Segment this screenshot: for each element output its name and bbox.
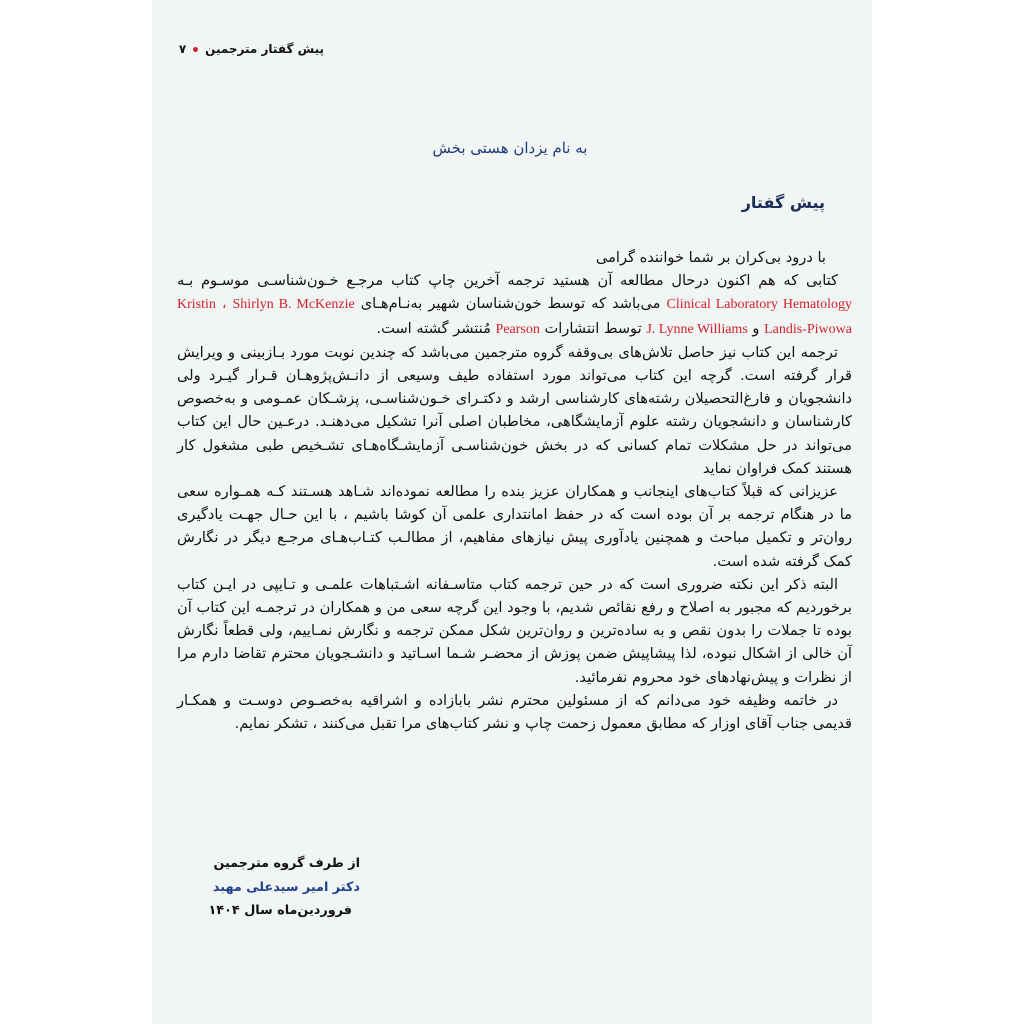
- running-header: [179, 42, 324, 56]
- paragraph-4: البته ذکر این نکته ضروری است که در حین ترجمه کتاب متاسـفانه اشـتباهات علمـی و تـایپی در ایـن کتاب برخوردیم که مجبور به اصلاح و رفع نقائص شدیم، با وجود این گرچه سعی من و همکاران در ترجمـه این کتاب آن بوده تا جملات را بدون نقص و به ساده‌ترین و روان‌ترین شکل ممکن ترجمه و نگارش نمـاییم، ولی قطعاً نگارش آن خالی از اشکال نبوده، لذا پیشاپیش ضمن پوزش از محضـر شـما اسـاتید و دانشـجویان محترم تقاضا دارم مرا از نظرات و پیش‌نهادهای خود محروم نفرمائید.: [177, 575, 852, 686]
- p1-text-c: توسط انتشارات: [544, 319, 642, 337]
- book-title: Clinical Laboratory Hematology: [666, 297, 853, 313]
- author-name-3: J. Lynne Williams: [646, 321, 748, 337]
- signature-date: فروردین‌ماه سال ۱۴۰۴: [208, 903, 352, 918]
- p1-text-a: کتابی که هم اکنون درحال مطالعه آن هستید ترجمه آخرین چاپ کتاب مرجـع خـون‌شناسـی موسـوم بـه: [177, 272, 838, 290]
- publisher-name: Pearson: [495, 321, 540, 337]
- p1-conjunction: و: [752, 319, 760, 337]
- author-separator: ،: [221, 297, 227, 313]
- paragraph-5: در خاتمه وظیفه خود می‌دانم که از مسئولین محترم نشر بابازاده و اشراقیه به‌خصـوص دوسـت و همکـار قدیمی جناب آقای اوزار که مطابق معمول زحمت چاپ و نشر کتاب‌های مرا تقبل می‌کنند ، تشکر نمایم.: [177, 691, 852, 733]
- paragraph-3: عزیزانی که قبلاً کتاب‌های اینجانب و همکاران عزیز بنده را مطالعه نموده‌اند شـاهد هسـتند کـه همـواره سعی ما در هنگام ترجمه بر آن بوده است که در حفظ امانتداری علمی آن کوشا باشیم ، با این حـال جهـت یادگیری روان‌تر و تکمیل مباحث و همچنین یادآوری پیش نیازهای مفاهیم، از مطالـب کتـاب‌هـای مرجـع دیگر در نگارش کمک گرفته شده است.: [177, 483, 852, 570]
- dedication-line: به نام یزدان هستی بخش: [432, 139, 588, 157]
- greeting-paragraph: با درود بی‌کران بر شما خواننده گرامی: [595, 249, 826, 266]
- document-page: [152, 0, 872, 1024]
- header-separator-dot: [193, 47, 198, 52]
- paragraph-2: ترجمه این کتاب نیز حاصل تلاش‌های بی‌وقفه گروه مترجمین می‌باشد که چندین نوبت مورد بـازبینی و ویرایش قرار گرفته است. گرچه این کتاب می‌تواند مورد استفاده طیف وسیعی از دانـش‌پژوهـان قـرار گیـرد ولی دانشجویان و فارغ‌التحصیلان رشته‌های کارشناسی ارشد و دکتـرای خـون‌شناسـی، پزشـکان عمـومی و به‌خصوص کارشناسان و دانشجویان رشته علوم آزمایشگاهی، مخاطبان اصلی آنرا تشکیل می‌دهنـد. درعـین حال این کتاب می‌تواند در حل مشکلات تمام کسانی که در بخش خون‌شناسـی آزمایشـگاه‌هـای تشـخیص طبی مشغول کار هستند کمک فراوان نماید: [177, 343, 852, 477]
- page-title: پیش گفتار: [741, 193, 825, 212]
- p1-text-b: می‌باشد که توسط خون‌شناسان شهیر به‌نـام‌هـای: [360, 295, 661, 313]
- paragraph-1: [177, 269, 852, 341]
- p1-text-d: مُنتشر گشته است.: [376, 319, 491, 337]
- author-name-2: Kristin Landis-Piwowa: [177, 297, 852, 337]
- signature-from: از طرف گروه مترجمین: [213, 856, 360, 871]
- signature-block: [209, 852, 361, 923]
- section-title: پیش گفتار مترجمین: [205, 42, 324, 56]
- page-number: ۷: [178, 42, 187, 56]
- signature-name: دکتر امیر سیدعلی مهبد: [212, 879, 360, 895]
- author-name-1: Shirlyn B. McKenzie: [232, 297, 355, 313]
- body-text: [177, 246, 852, 735]
